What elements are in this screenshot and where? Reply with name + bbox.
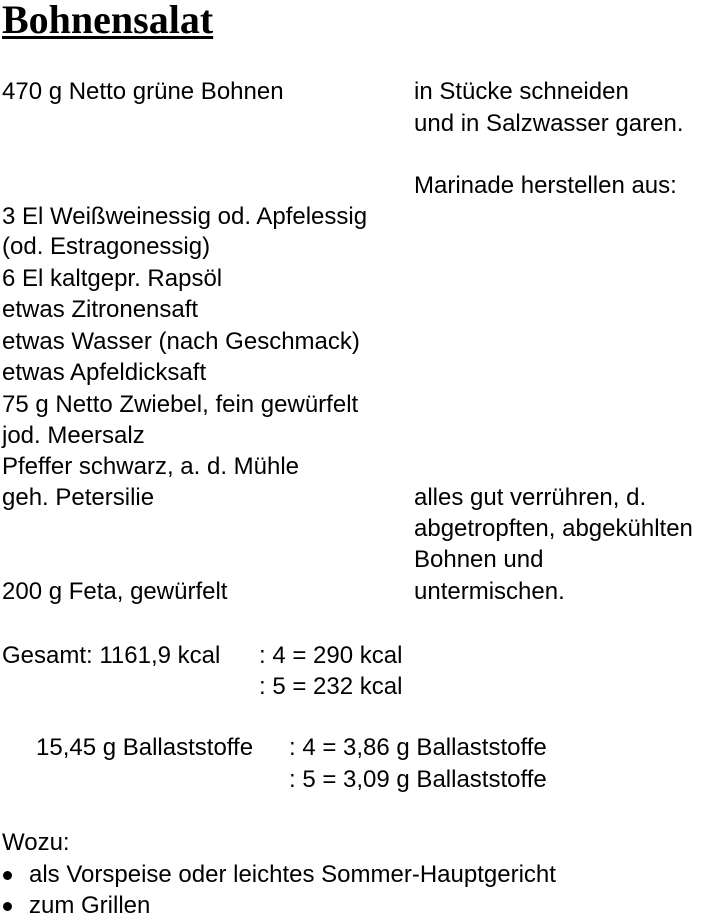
calories-per-5: : 5 = 232 kcal [259,673,403,700]
calories-per-4: : 4 = 290 kcal [259,642,403,669]
instruction-marinade: Marinade herstellen aus: [414,172,677,199]
ingredient-oil: 6 El kaltgepr. Rapsöl [2,265,223,292]
ingredient-lemon: etwas Zitronensaft [2,296,199,323]
instruction-mix: untermischen. [414,578,565,605]
calories-total: Gesamt: 1161,9 kcal [2,642,221,669]
usage-item-grill: zum Grillen [29,892,151,919]
ingredient-pepper: Pfeffer schwarz, a. d. Mühle [2,453,300,480]
instruction-cook: und in Salzwasser garen. [414,110,684,137]
ingredient-feta: 200 g Feta, gewürfelt [2,578,228,605]
ingredient-onion: 75 g Netto Zwiebel, fein gewürfelt [2,391,359,418]
instruction-cut: in Stücke schneiden [414,78,629,105]
usage-item-starter: als Vorspeise oder leichtes Sommer-Hauptgericht [29,861,556,888]
instruction-drained: abgetropften, abgekühlten [414,515,693,542]
recipe-title: Bohnensalat [2,0,214,42]
ingredient-vinegar-alt: (od. Estragonessig) [2,233,211,260]
ingredient-water: etwas Wasser (nach Geschmack) [2,328,360,355]
instruction-beans: Bohnen und [414,546,544,573]
usage-heading: Wozu: [2,829,70,856]
bullet-icon [3,871,12,880]
fiber-per-5: : 5 = 3,09 g Ballaststoffe [289,766,547,793]
ingredient-apple-syrup: etwas Apfeldicksaft [2,359,207,386]
instruction-stir: alles gut verrühren, d. [414,484,647,511]
ingredient-vinegar: 3 El Weißweinessig od. Apfelessig [2,203,368,230]
fiber-per-4: : 4 = 3,86 g Ballaststoffe [289,734,547,761]
ingredient-beans: 470 g Netto grüne Bohnen [2,78,284,105]
bullet-icon [3,902,12,911]
ingredient-salt: jod. Meersalz [2,422,145,449]
fiber-total: 15,45 g Ballaststoffe [36,734,254,761]
ingredient-parsley: geh. Petersilie [2,484,155,511]
